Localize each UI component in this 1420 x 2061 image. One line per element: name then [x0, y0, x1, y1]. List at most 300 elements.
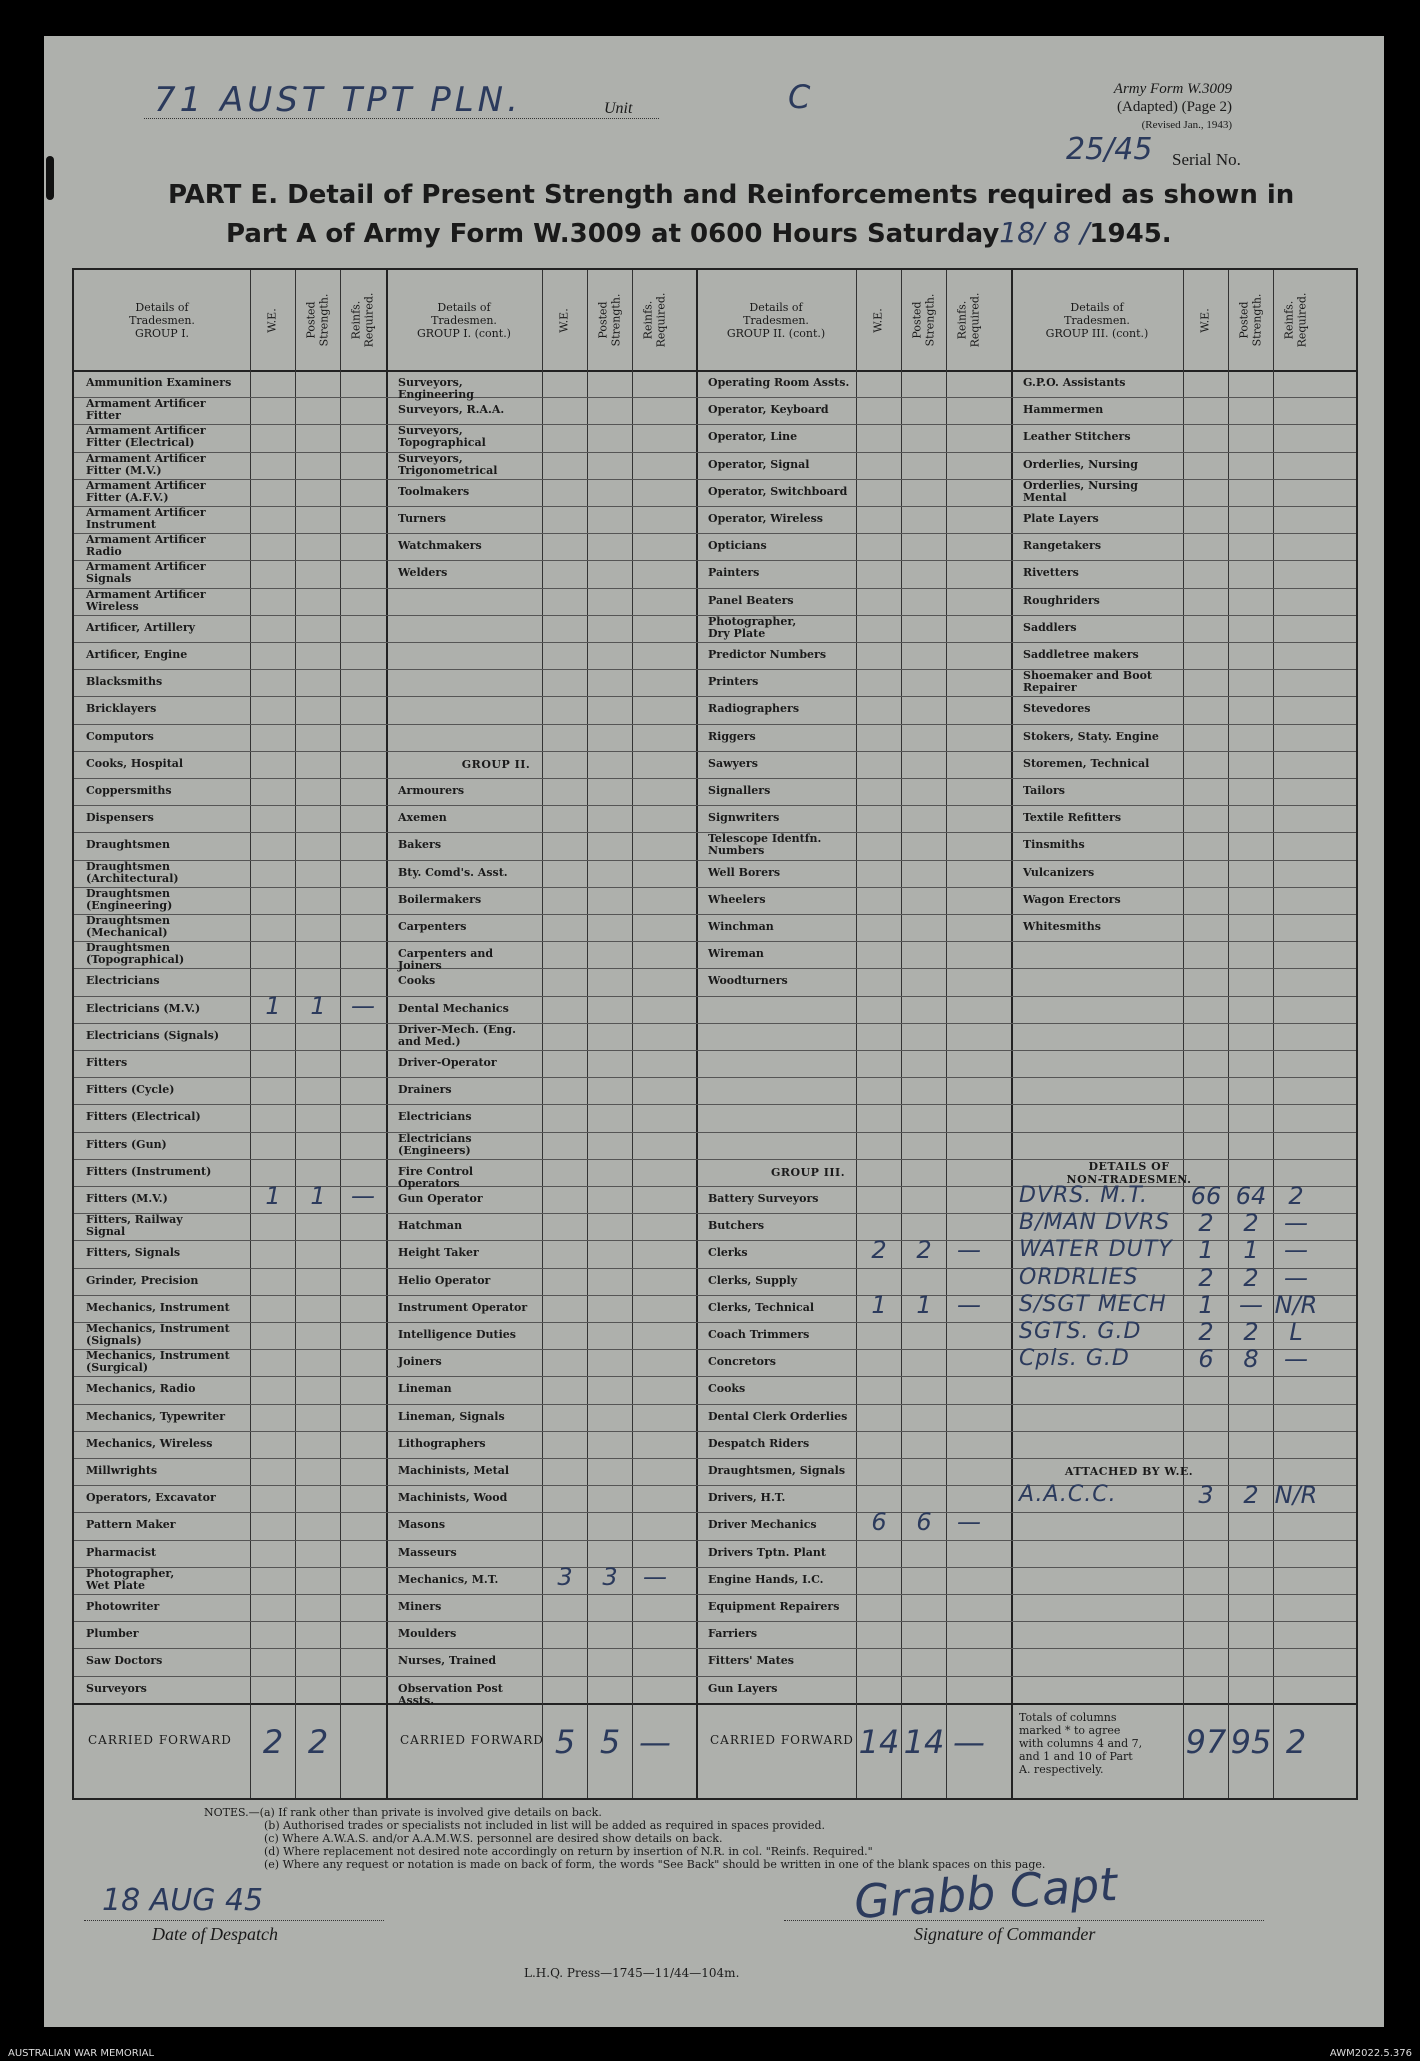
- column-header-we: [250, 270, 295, 370]
- row-rule: [74, 914, 1356, 915]
- trade-label: Joiners: [398, 1355, 442, 1369]
- trade-label: Machinists, Metal: [398, 1464, 510, 1477]
- entry-we: 2: [1198, 1209, 1214, 1238]
- column-divider: [1183, 270, 1184, 1798]
- totals-note: Totals of columns marked * to agree with columns 4 and 7, and 1 and 10 of Part A. respectively.: [1019, 1710, 1143, 1776]
- row-rule: [74, 751, 1356, 752]
- entry-reinfs: N/R: [1274, 1481, 1318, 1510]
- column-divider: [1273, 270, 1274, 1798]
- trade-label: Storemen, Technical: [1023, 756, 1150, 770]
- entry-reinfs: —: [351, 1182, 375, 1210]
- trade-label: Operator, Wireless: [708, 512, 823, 525]
- row-rule: [74, 1431, 1356, 1432]
- trade-label: Armourers: [398, 784, 465, 797]
- trade-label: Operator, Keyboard: [708, 403, 829, 417]
- column-header-we-text: W.E.: [558, 307, 571, 333]
- row-rule: [74, 1132, 1356, 1133]
- trade-label: Surveyors, R.A.A.: [398, 403, 505, 417]
- trade-label: Operator, Signal: [708, 457, 810, 471]
- trade-label: Draughtsmen (Engineering): [86, 886, 173, 912]
- serial-label: Serial No.: [1172, 150, 1241, 169]
- column-header-we-text: W.E.: [266, 307, 279, 333]
- trade-label: Gun Operator: [398, 1192, 483, 1205]
- trade-label: Panel Beaters: [708, 593, 794, 607]
- trade-label: Masseurs: [398, 1545, 457, 1559]
- trade-label: Engine Hands, I.C.: [708, 1572, 824, 1586]
- trade-label: Draughtsmen (Architectural): [86, 859, 179, 885]
- trade-label: Lithographers: [398, 1436, 486, 1450]
- trade-label: Axemen: [398, 811, 447, 825]
- column-header-group: Details of Tradesmen. GROUP III. (cont.): [1045, 300, 1149, 340]
- trade-label: Rangetakers: [1023, 539, 1102, 553]
- group-heading: ATTACHED BY W.E.: [1064, 1465, 1194, 1478]
- row-rule: [74, 424, 1356, 425]
- press-imprint: L.H.Q. Press—1745—11/44—104m.: [524, 1966, 740, 1980]
- trade-label: Clerks, Supply: [708, 1273, 798, 1287]
- title-line2: [168, 214, 1318, 253]
- entry-reinfs: —: [1284, 1209, 1308, 1238]
- non-tradesman-entry: DVRS. M.T.: [1019, 1183, 1149, 1208]
- column-header-reinfs: [632, 270, 677, 370]
- entry-reinfs: N/R: [1274, 1290, 1318, 1319]
- trade-label: Draughtsmen, Signals: [708, 1464, 846, 1477]
- non-tradesman-entry: B/MAN DVRS: [1019, 1210, 1171, 1236]
- despatch-label: Date of Despatch: [152, 1924, 278, 1944]
- trade-label: Stevedores: [1023, 702, 1091, 716]
- trade-label: Armament Artificer Fitter (Electrical): [86, 424, 206, 450]
- trade-label: Helio Operator: [398, 1273, 491, 1287]
- carried-posted: 14: [903, 1722, 945, 1761]
- strength-table: [72, 268, 1358, 1800]
- group-heading: GROUP II.: [461, 757, 531, 771]
- row-rule: [74, 560, 1356, 561]
- trade-label: Leather Stitchers: [1023, 430, 1131, 444]
- trade-label: Dispensers: [86, 811, 154, 825]
- row-rule: [74, 887, 1356, 888]
- column-header-posted: [295, 270, 340, 370]
- trade-label: Tailors: [1023, 784, 1065, 797]
- despatch-line: [84, 1920, 384, 1921]
- trade-label: Operator, Line: [708, 430, 798, 444]
- column-divider: [856, 270, 857, 1798]
- trade-label: Computors: [86, 729, 154, 743]
- trade-label: Fitters, Signals: [86, 1246, 181, 1260]
- trade-label: Telescope Identfn. Numbers: [708, 832, 822, 858]
- trade-label: Painters: [708, 566, 760, 580]
- row-rule: [74, 778, 1356, 779]
- trade-label: Driver Mechanics: [708, 1518, 817, 1532]
- trade-label: Plumber: [86, 1627, 139, 1641]
- trade-label: Miners: [398, 1600, 442, 1613]
- trade-label: Orderlies, Nursing: [1023, 457, 1138, 471]
- title-year: 1945.: [1089, 219, 1172, 249]
- trade-label: Operator, Switchboard: [708, 484, 848, 498]
- trade-label: Surveyors, Engineering: [398, 376, 474, 401]
- trade-label: Driver-Operator: [398, 1056, 497, 1069]
- entry-reinfs: L: [1289, 1318, 1303, 1346]
- note-d: (d) Where replacement not desired note accordingly on return by insertion of N.R. in col. "Reinfs. Required.": [264, 1845, 873, 1858]
- carried-forward-label: CARRIED FORWARD: [400, 1732, 544, 1747]
- trade-label: Pattern Maker: [86, 1518, 176, 1532]
- row-rule: [74, 1268, 1356, 1269]
- column-divider: [1228, 270, 1229, 1798]
- column-header-reinfs: [340, 270, 385, 370]
- column-header-we-text: W.E.: [1199, 307, 1212, 333]
- unit-label: Unit: [604, 100, 633, 117]
- carried-posted: 5: [599, 1722, 621, 1761]
- row-rule: [74, 696, 1356, 697]
- trade-label: Printers: [708, 675, 759, 689]
- column-divider: [340, 270, 341, 1798]
- trade-label: Millwrights: [86, 1464, 158, 1477]
- trade-label: Mechanics, Wireless: [86, 1436, 213, 1450]
- trade-label: Armament Artificer Fitter (M.V.): [86, 451, 206, 477]
- trade-label: Coach Trimmers: [708, 1328, 810, 1341]
- entry-we: 6: [1198, 1345, 1214, 1374]
- entry-we: 1: [1198, 1236, 1214, 1265]
- trade-label: Butchers: [708, 1219, 765, 1233]
- form-ref-line1: Army Form W.3009: [1113, 81, 1232, 97]
- entry-posted: 3: [602, 1562, 618, 1591]
- title-line1: PART E. Detail of Present Strength and Reinforcements required as shown in: [168, 180, 1295, 210]
- trade-label: Electricians (M.V.): [86, 1001, 201, 1015]
- trade-label: Electricians: [398, 1110, 472, 1124]
- trade-label: Cooks, Hospital: [86, 756, 184, 770]
- group-heading: DETAILS OF NON-TRADESMEN.: [1066, 1159, 1192, 1186]
- ink-blot: [46, 156, 54, 200]
- column-header-we: [1183, 270, 1228, 370]
- carried-reinfs: 2: [1285, 1722, 1307, 1761]
- entry-reinfs: —: [957, 1508, 981, 1537]
- trade-label: Drivers Tptn. Plant: [708, 1545, 826, 1559]
- entry-reinfs: —: [957, 1290, 981, 1319]
- trade-label: Electricians (Signals): [86, 1028, 220, 1042]
- trade-label: Carpenters and Joiners: [398, 947, 494, 973]
- row-rule: [74, 506, 1356, 507]
- notes-block: [204, 1806, 1045, 1871]
- carried-we: 97: [1185, 1722, 1227, 1761]
- trade-label: Wireman: [708, 947, 764, 961]
- row-rule: [74, 1322, 1356, 1323]
- trade-label: Concretors: [708, 1355, 776, 1369]
- non-tradesman-entry: SGTS. G.D: [1019, 1319, 1142, 1344]
- carried-forward-label: CARRIED FORWARD: [88, 1732, 232, 1747]
- form-ref-line3: (Revised Jan., 1943): [1141, 119, 1232, 131]
- non-tradesman-entry: WATER DUTY: [1019, 1237, 1173, 1263]
- unit-handwritten: 71 AUST TPT PLN.: [154, 80, 522, 120]
- column-header-we: [542, 270, 587, 370]
- carried-reinfs: —: [639, 1722, 671, 1761]
- trade-label: Riggers: [708, 729, 756, 743]
- trade-label: Surveyors, Trigonometrical: [398, 451, 498, 477]
- column-header-reinfs: [1273, 270, 1318, 370]
- entry-posted: 2: [1243, 1209, 1259, 1238]
- trade-label: Instrument Operator: [398, 1300, 528, 1314]
- row-rule: [74, 1621, 1356, 1622]
- trade-label: Signallers: [708, 784, 771, 797]
- carried-posted: 95: [1230, 1722, 1272, 1761]
- row-rule: [74, 860, 1356, 861]
- trade-label: Radiographers: [708, 702, 800, 716]
- trade-label: Mechanics, Instrument (Surgical): [86, 1349, 230, 1375]
- trade-label: Machinists, Wood: [398, 1491, 508, 1505]
- trade-label: Despatch Riders: [708, 1436, 810, 1450]
- trade-label: Carpenters: [398, 920, 467, 933]
- entry-posted: 1: [310, 1182, 326, 1210]
- note-e: (e) Where any request or notation is made on back of form, the words "See Back" should be written in one of the blank spaces on this page.: [264, 1858, 1046, 1871]
- form-ref-line2: (Adapted) (Page 2): [1117, 99, 1232, 115]
- column-divider: [901, 270, 902, 1798]
- row-rule: [74, 642, 1356, 643]
- entry-we: 1: [265, 1182, 281, 1210]
- carried-forward-label: CARRIED FORWARD: [710, 1732, 854, 1747]
- column-header-group: Details of Tradesmen. GROUP I.: [129, 300, 195, 340]
- entry-we: 2: [871, 1236, 887, 1265]
- trade-label: Surveyors: [86, 1681, 147, 1695]
- corner-mark: C: [788, 78, 811, 116]
- trade-label: Clerks, Technical: [708, 1300, 814, 1314]
- entry-we: 1: [871, 1290, 887, 1319]
- trade-label: Draughtsmen (Mechanical): [86, 914, 171, 939]
- entry-reinfs: —: [643, 1562, 667, 1591]
- entry-reinfs: —: [1284, 1345, 1308, 1374]
- entry-we: 1: [1198, 1290, 1214, 1319]
- trade-label: Winchman: [708, 920, 774, 933]
- trade-label: Fitters (Cycle): [86, 1083, 175, 1097]
- entry-we: 6: [871, 1508, 887, 1537]
- trade-label: Moulders: [398, 1627, 457, 1641]
- trade-label: Mechanics, M.T.: [398, 1572, 499, 1586]
- non-tradesman-entry: A.A.C.C.: [1019, 1482, 1117, 1508]
- trade-label: Armament Artificer Fitter: [86, 397, 206, 423]
- trade-label: Armament Artificer Fitter (A.F.V.): [86, 478, 206, 504]
- trade-label: Height Taker: [398, 1246, 479, 1260]
- row-rule: [74, 397, 1356, 398]
- trade-label: Armament Artificer Radio: [86, 533, 206, 559]
- non-tradesman-entry: Cpls. G.D: [1019, 1346, 1130, 1372]
- carried-we: 2: [262, 1722, 284, 1761]
- entry-posted: 1: [1243, 1236, 1259, 1265]
- carried-reinfs: —: [953, 1722, 985, 1761]
- non-tradesman-entry: ORDRLIES: [1019, 1264, 1139, 1290]
- column-header-posted-text: Posted Strength.: [1237, 293, 1264, 347]
- column-header-reinfs-text: Reinfs. Required.: [1282, 292, 1309, 348]
- trade-label: Roughriders: [1023, 593, 1100, 607]
- column-header-posted-text: Posted Strength.: [910, 293, 937, 347]
- trade-label: Coppersmiths: [86, 784, 172, 797]
- trade-label: Grinder, Precision: [86, 1273, 199, 1287]
- entry-posted: 2: [1243, 1318, 1259, 1346]
- trade-label: Bricklayers: [86, 702, 157, 716]
- trade-label: Armament Artificer Signals: [86, 560, 206, 586]
- trade-label: Fitters (Instrument): [86, 1164, 212, 1178]
- trade-label: G.P.O. Assistants: [1023, 376, 1126, 389]
- trade-label: Sawyers: [708, 756, 758, 770]
- trade-label: Fitters (Electrical): [86, 1110, 201, 1124]
- row-rule: [74, 1104, 1356, 1105]
- trade-label: Dental Clerk Orderlies: [708, 1409, 848, 1423]
- column-header-posted-text: Posted Strength.: [304, 293, 331, 347]
- trade-label: Battery Surveyors: [708, 1192, 819, 1205]
- row-rule: [74, 1050, 1356, 1051]
- trade-label: Toolmakers: [398, 484, 470, 498]
- trade-label: Armament Artificer Wireless: [86, 587, 206, 613]
- entry-reinfs: —: [957, 1236, 981, 1265]
- trade-label: Whitesmiths: [1023, 920, 1101, 933]
- carried-forward-rule: [74, 1703, 1356, 1705]
- trade-label: Nurses, Trained: [398, 1654, 497, 1668]
- form-reference: [1114, 80, 1232, 134]
- row-rule: [74, 1648, 1356, 1649]
- trade-label: Photowriter: [86, 1600, 160, 1613]
- carried-posted: 2: [307, 1722, 329, 1761]
- row-rule: [74, 1077, 1356, 1078]
- trade-label: Textile Refitters: [1023, 811, 1122, 825]
- trade-label: Artificer, Engine: [86, 648, 188, 661]
- trade-label: Wagon Erectors: [1023, 892, 1121, 906]
- row-rule: [74, 452, 1356, 453]
- column-divider: [946, 270, 947, 1798]
- trade-label: Mechanics, Instrument (Signals): [86, 1322, 230, 1347]
- trade-label: Fitters, Railway Signal: [86, 1213, 183, 1239]
- trade-label: Predictor Numbers: [708, 648, 827, 661]
- column-header-group: Details of Tradesmen. GROUP II. (cont.): [726, 300, 826, 340]
- trade-label: Turners: [398, 512, 446, 525]
- trade-label: Artificer, Artillery: [86, 620, 196, 634]
- trade-label: Rivetters: [1023, 566, 1079, 580]
- signature-label: Signature of Commander: [914, 1924, 1096, 1944]
- despatch-date-handwritten: 18 AUG 45: [102, 1883, 264, 1918]
- column-header-group: Details of Tradesmen. GROUP I. (cont.): [417, 300, 511, 340]
- trade-label: Saddletree makers: [1023, 648, 1139, 661]
- row-rule: [74, 1594, 1356, 1595]
- row-rule: [74, 1376, 1356, 1377]
- title-line2-text: Part A of Army Form W.3009 at 0600 Hours Saturday: [226, 219, 1000, 249]
- trade-label: Photographer, Dry Plate: [708, 614, 797, 640]
- row-rule: [74, 1458, 1356, 1459]
- entry-we: 2: [1198, 1318, 1214, 1346]
- entry-reinfs: 2: [1288, 1182, 1304, 1210]
- entry-posted: 2: [1243, 1481, 1259, 1510]
- group-divider: [1011, 270, 1013, 1798]
- trade-label: Orderlies, Nursing Mental: [1023, 478, 1138, 504]
- trade-label: Wheelers: [708, 892, 766, 906]
- trade-label: Electricians (Engineers): [398, 1131, 472, 1157]
- entry-posted: 1: [310, 991, 326, 1020]
- trade-label: Woodturners: [708, 974, 788, 988]
- trade-label: Welders: [398, 566, 448, 580]
- trade-label: Fire Control Operators: [398, 1164, 474, 1190]
- trade-label: Cooks: [708, 1382, 746, 1396]
- carried-we: 14: [858, 1722, 900, 1761]
- trade-label: Watchmakers: [398, 539, 482, 553]
- trade-label: Driver-Mech. (Eng. and Med.): [398, 1022, 516, 1048]
- trade-label: Plate Layers: [1023, 512, 1099, 525]
- header-rule: [74, 370, 1356, 372]
- trade-label: Clerks: [708, 1246, 748, 1260]
- column-header-posted: [587, 270, 632, 370]
- title-date-handwritten: 18/ 8 /: [999, 216, 1090, 249]
- row-rule: [74, 941, 1356, 942]
- trade-label: Lineman, Signals: [398, 1409, 505, 1423]
- column-header-we-text: W.E.: [872, 307, 885, 333]
- trade-label: Vulcanizers: [1023, 865, 1095, 879]
- trade-label: Pharmacist: [86, 1545, 157, 1559]
- trade-label: Observation Post Assts.: [398, 1681, 503, 1707]
- column-header-posted-text: Posted Strength.: [596, 293, 623, 347]
- trade-label: Stokers, Staty. Engine: [1023, 729, 1159, 743]
- signature-line: [784, 1920, 1264, 1921]
- trade-label: Hatchman: [398, 1219, 463, 1233]
- trade-label: Operators, Excavator: [86, 1491, 216, 1505]
- column-header-reinfs-text: Reinfs. Required.: [955, 292, 982, 348]
- trade-label: Operating Room Assts.: [708, 376, 850, 389]
- trade-label: Saddlers: [1023, 620, 1077, 634]
- trade-label: Fitters (M.V.): [86, 1192, 168, 1205]
- trade-label: Fitters (Gun): [86, 1137, 167, 1151]
- row-rule: [74, 805, 1356, 806]
- row-rule: [74, 1404, 1356, 1405]
- trade-label: Opticians: [708, 539, 767, 553]
- entry-posted: 2: [916, 1236, 932, 1265]
- column-header-posted: [901, 270, 946, 370]
- row-rule: [74, 1349, 1356, 1350]
- footer-archive: AUSTRALIAN WAR MEMORIAL: [8, 2048, 155, 2059]
- trade-label: Armament Artificer Instrument: [86, 506, 206, 531]
- form-page: [44, 36, 1384, 2027]
- entry-reinfs: —: [1284, 1263, 1308, 1292]
- row-rule: [74, 1567, 1356, 1568]
- entry-we: 3: [1198, 1481, 1214, 1510]
- trade-label: Masons: [398, 1518, 446, 1532]
- column-header-we: [856, 270, 901, 370]
- trade-label: Bty. Comd's. Asst.: [398, 865, 508, 879]
- trade-label: Shoemaker and Boot Repairer: [1023, 669, 1152, 695]
- trade-label: Signwriters: [708, 811, 780, 825]
- trade-label: Hammermen: [1023, 403, 1104, 417]
- row-rule: [74, 1676, 1356, 1677]
- column-header-reinfs-text: Reinfs. Required.: [349, 292, 376, 348]
- trade-label: Electricians: [86, 974, 160, 988]
- group-divider: [386, 270, 388, 1798]
- trade-label: Farriers: [708, 1627, 758, 1641]
- trade-label: Equipment Repairers: [708, 1600, 840, 1613]
- column-header-posted: [1228, 270, 1273, 370]
- trade-label: Mechanics, Instrument: [86, 1300, 230, 1314]
- row-rule: [74, 1512, 1356, 1513]
- footer-accession: AWM2022.5.376: [1329, 2048, 1412, 2059]
- row-rule: [74, 1540, 1356, 1541]
- entry-posted: —: [1239, 1290, 1263, 1319]
- trade-label: Well Borers: [708, 865, 781, 879]
- column-header-reinfs: [946, 270, 991, 370]
- page-title: [168, 176, 1318, 253]
- trade-label: Mechanics, Typewriter: [86, 1409, 226, 1423]
- trade-label: Intelligence Duties: [398, 1328, 516, 1341]
- entry-posted: 1: [916, 1290, 932, 1319]
- column-divider: [250, 270, 251, 1798]
- trade-label: Mechanics, Radio: [86, 1382, 196, 1396]
- row-rule: [74, 533, 1356, 534]
- trade-label: Gun Layers: [708, 1681, 778, 1695]
- carried-we: 5: [554, 1722, 576, 1761]
- row-rule: [74, 968, 1356, 969]
- entry-posted: 8: [1243, 1345, 1259, 1374]
- row-rule: [74, 724, 1356, 725]
- trade-label: Lineman: [398, 1382, 452, 1396]
- group-divider: [696, 270, 698, 1798]
- entry-we: 2: [1198, 1263, 1214, 1292]
